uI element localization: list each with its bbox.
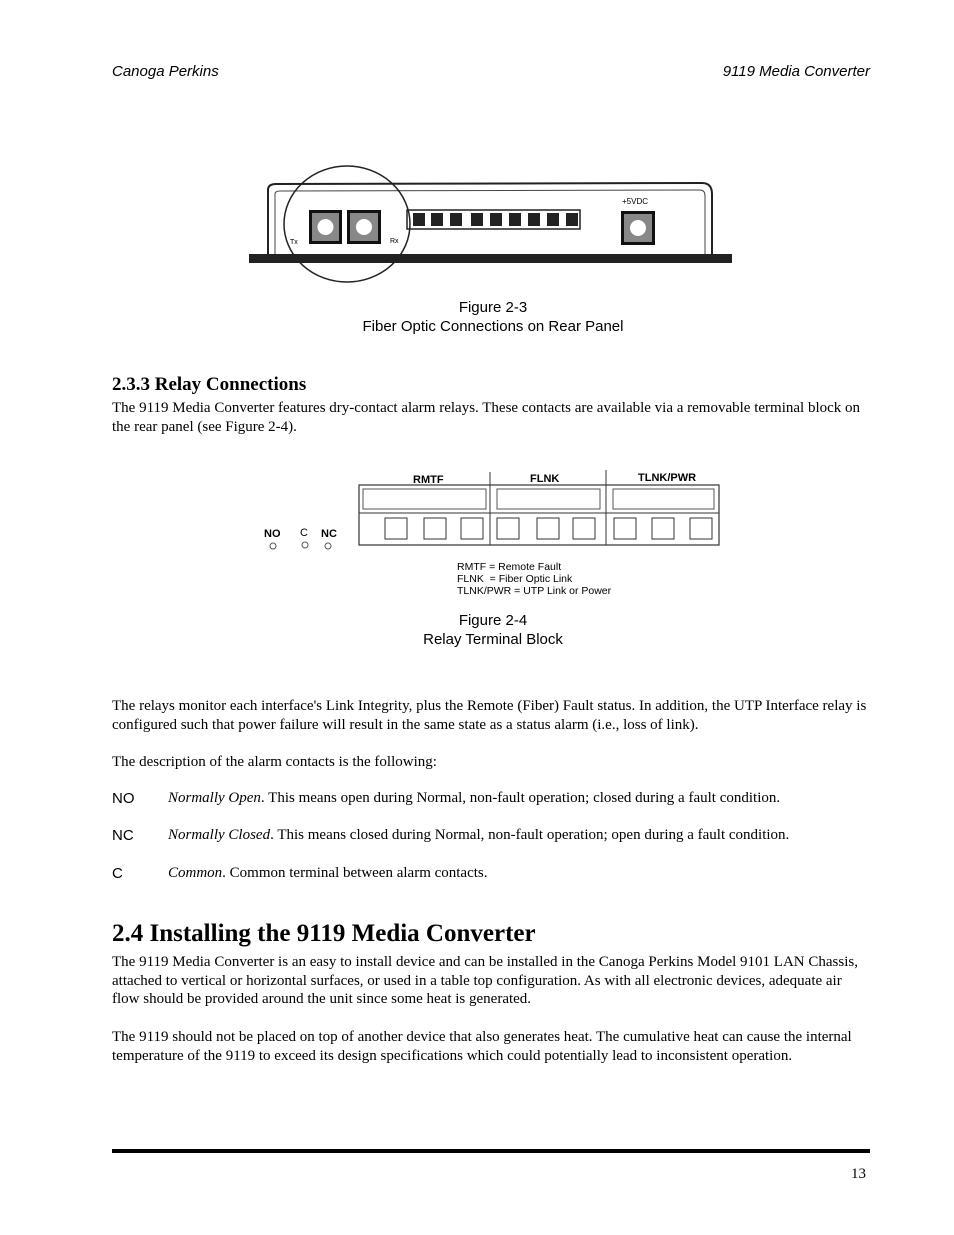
installing-paragraph-1: The 9119 Media Converter is an easy to install device and can be installed in the Canoga Perkins Model 9101 LAN Chassis, attached to vertical or horizontal surfaces, or used in a table top configuration. As with all electronic devices, adequate air flow should be provided around the unit since some heat is generated. [112, 954, 858, 1007]
relays-monitor-paragraph: The relays monitor each interface's Link Integrity, plus the Remote (Fiber) Fault status. In addition, the UTP Interface relay is configured such that power failure will result in the same state as a status alarm (i.e., loss of link). [112, 698, 867, 733]
running-header-left: Canoga Perkins [112, 63, 219, 80]
figure-2-3-number: Figure 2-3 [458, 299, 528, 316]
figure-relay-terminal-block [0, 460, 954, 630]
term-c: C [112, 865, 123, 882]
figure-2-4-title: Relay Terminal Block [423, 631, 563, 648]
legend-tlnk-pwr: TLNK/PWR = UTP Link or Power [457, 585, 612, 597]
figure-2-3-title: Fiber Optic Connections on Rear Panel [362, 318, 624, 335]
term-no: NO [112, 790, 135, 807]
power-label: +5VDC [622, 197, 649, 206]
tx-label: Tx [290, 239, 298, 246]
figure-rear-panel [0, 0, 954, 300]
power-connector [621, 211, 655, 245]
relay-intro-paragraph: The 9119 Media Converter features dry-contact alarm relays. These contacts are available via a removable terminal block on the rear panel (see Figure 2-4). [112, 400, 861, 435]
description-intro-paragraph: The description of the alarm contacts is the following: [112, 754, 437, 770]
running-header-right: 9119 Media Converter [722, 63, 870, 80]
installing-paragraph-2: The 9119 should not be placed on top of another device that also generates heat. The cumulative heat can cause the internal temperature of the 9119 to exceed its design specifications which could potentially lead to inconsistent operation. [112, 1029, 852, 1064]
group-label-tlnk-pwr: TLNK/PWR [638, 472, 697, 484]
term-nc-definition: Normally Closed. This means closed during Normal, non-fault operation; open during a fault condition. [168, 827, 790, 843]
legend-rmtf: RMTF = Remote Fault [457, 561, 562, 573]
contact-label-c: C [300, 527, 308, 539]
contact-label-nc: NC [321, 528, 337, 540]
legend-flnk: FLNK = Fiber Optic Link [457, 573, 573, 585]
section-heading-installing: 2.4 Installing the 9119 Media Converter [112, 920, 536, 947]
footer-rule [112, 1149, 870, 1153]
page-number: 13 [851, 1166, 866, 1182]
panel-base [249, 254, 732, 263]
figure-2-4-number: Figure 2-4 [458, 612, 528, 629]
terminal-block [407, 210, 580, 229]
group-label-rmtf: RMTF [413, 474, 444, 486]
term-nc: NC [112, 827, 134, 844]
group-label-flnk: FLNK [530, 473, 560, 485]
tx-connector [309, 210, 342, 244]
contact-label-no: NO [264, 528, 281, 540]
rx-connector [347, 210, 381, 244]
rx-label: Rx [390, 238, 399, 245]
section-heading-relay-connections: 2.3.3 Relay Connections [112, 374, 307, 395]
term-c-definition: Common. Common terminal between alarm contacts. [168, 865, 488, 881]
term-no-definition: Normally Open. This means open during Normal, non-fault operation; closed during a fault condition. [168, 790, 781, 806]
